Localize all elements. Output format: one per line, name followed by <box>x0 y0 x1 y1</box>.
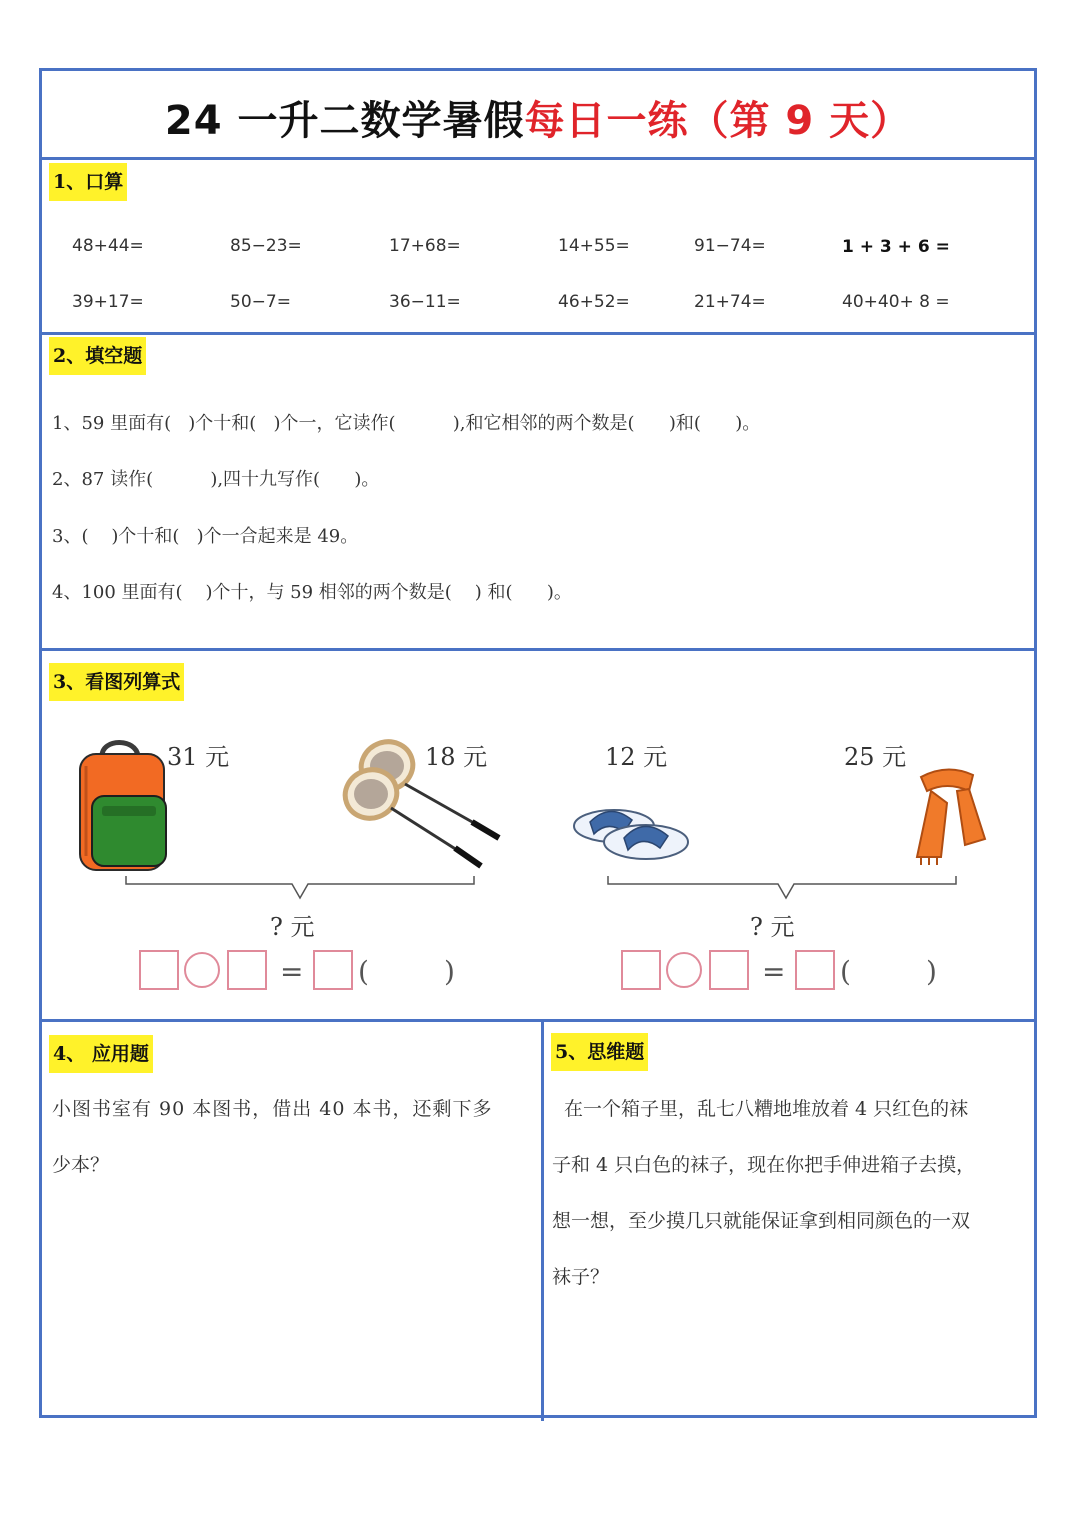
problem-line: 在一个箱子里，乱七八糟地堆放着 4 只红色的袜 <box>564 1098 969 1120</box>
price-label: 31 元 <box>167 743 230 771</box>
divider <box>42 157 1034 160</box>
badminton-racket-icon <box>337 736 507 871</box>
worksheet <box>39 68 1037 1418</box>
price-label: 18 元 <box>425 743 488 771</box>
calc-item: 85−23= <box>230 236 302 256</box>
title-black: 24 一升二数学暑假 <box>164 98 525 144</box>
page-title <box>42 89 1034 146</box>
fill-item: 1、59 里面有( )个十和( )个一，它读作( ),和它相邻的两个数是( )和( )。 <box>52 413 761 434</box>
svg-text:=: = <box>762 955 786 988</box>
problem-line: 袜子？ <box>552 1266 610 1288</box>
svg-text:): ) <box>444 955 455 988</box>
scarf-icon <box>907 761 987 866</box>
section5-label: 5、思维题 <box>551 1033 648 1071</box>
divider <box>42 648 1034 651</box>
brace-left <box>122 874 482 904</box>
calc-item: 17+68= <box>389 236 461 256</box>
calc-item: 40+40+ 8 = <box>842 292 950 312</box>
svg-text:): ) <box>926 955 937 988</box>
title-red: 每日一练（第 9 天） <box>524 98 912 144</box>
calc-item: 21+74= <box>694 292 766 312</box>
svg-text:(: ( <box>358 955 369 988</box>
section3-label: 3、看图列算式 <box>49 663 184 701</box>
price-label: 25 元 <box>844 743 907 771</box>
problem-line: 子和 4 只白色的袜子，现在你把手伸进箱子去摸， <box>552 1154 976 1176</box>
calc-item: 48+44= <box>72 236 144 256</box>
answer-equation[interactable] <box>620 947 950 993</box>
question-label: ? 元 <box>270 913 315 941</box>
fill-item: 4、100 里面有( )个十，与 59 相邻的两个数是( ) 和( )。 <box>52 582 572 603</box>
section4-label: 4、 应用题 <box>49 1035 153 1073</box>
section1-label: 1、口算 <box>49 163 127 201</box>
divider <box>42 332 1034 335</box>
price-label: 12 元 <box>605 743 668 771</box>
calc-item: 1 + 3 + 6 = <box>842 237 950 257</box>
svg-text:(: ( <box>840 955 851 988</box>
fill-item: 2、87 读作( ),四十九写作( )。 <box>52 469 380 490</box>
column-divider <box>541 1019 544 1421</box>
calc-item: 91−74= <box>694 236 766 256</box>
question-label: ? 元 <box>750 913 795 941</box>
calc-item: 50−7= <box>230 292 291 312</box>
problem-line: 少本？ <box>52 1154 110 1176</box>
divider <box>42 1019 1034 1022</box>
backpack-icon <box>72 736 172 874</box>
section2-label: 2、填空题 <box>49 337 146 375</box>
problem-line: 想一想，至少摸几只就能保证拿到相同颜色的一双 <box>552 1210 971 1232</box>
problem-line: 小图书室有 90 本图书，借出 40 本书，还剩下多 <box>52 1098 493 1120</box>
calc-item: 36−11= <box>389 292 461 312</box>
brace-right <box>604 874 964 904</box>
svg-text:=: = <box>280 955 304 988</box>
calc-item: 39+17= <box>72 292 144 312</box>
slippers-icon <box>572 796 692 864</box>
calc-item: 14+55= <box>558 236 630 256</box>
answer-equation[interactable] <box>138 947 468 993</box>
calc-item: 46+52= <box>558 292 630 312</box>
fill-item: 3、( )个十和( )个一合起来是 49。 <box>52 526 359 547</box>
